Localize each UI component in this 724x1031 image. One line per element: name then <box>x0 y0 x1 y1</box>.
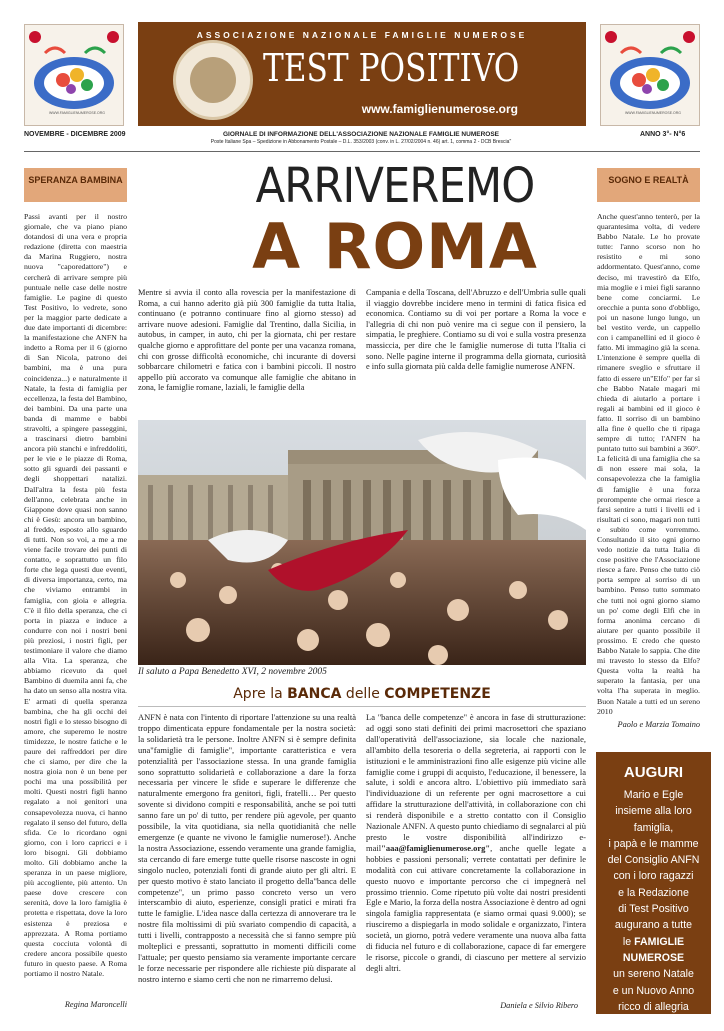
association-name: ASSOCIAZIONE NAZIONALE FAMIGLIE NUMEROSE <box>196 30 528 40</box>
family-logo-icon <box>25 25 123 125</box>
headline-a-roma: A ROMA <box>252 210 538 283</box>
crowd-photo-image <box>138 420 586 665</box>
banca-rule <box>138 706 586 707</box>
newspaper-subtitle: GIORNALE DI INFORMAZIONE DELL'ASSOCIAZIONE NAZIONALE FAMIGLIE NUMEROSE <box>223 131 499 138</box>
banca-email-link[interactable]: "aaa@famiglienumerose.org" <box>381 842 491 853</box>
banca-signature: Daniela e Silvio Ribero <box>500 1001 578 1010</box>
website-url[interactable]: www.famiglienumerose.org <box>361 102 518 116</box>
masthead-banner <box>138 22 586 126</box>
issue-date: NOVEMBRE - DICEMBRE 2009 <box>24 131 126 138</box>
auguri-box <box>596 752 711 1030</box>
logo-left <box>24 24 124 126</box>
logo-caption: WWW.FAMIGLIENUMEROSE.ORG <box>625 111 682 115</box>
left-column-heading: SPERANZA BAMBINA <box>24 168 127 202</box>
banca-headline: Apre la BANCA delle COMPETENZE <box>233 686 491 702</box>
right-column-signature: Paolo e Marzia Tomaino <box>617 720 700 729</box>
header-rule <box>24 151 700 152</box>
right-column-heading: SOGNO E REALTÀ <box>597 168 700 202</box>
right-column-text: Anche quest'anno tenterò, per la quarantesima volta, di vedere Babbo Natale. Le ho provate tutte: l'anno scorso non ho resistito e mi sono addormentato. Quest'anno, come deciso, mi travestirò da Elfo, mia moglie e i miei figli saranno bene come conciarmi. Le orecchie a punta sono d'obbligo, poi un nasone lungo lungo, un bel vestito verde, un cappello con i campanellini ed il gioco è fatto. Mi immagino già la scena. L'intenzione è sempre quella di rimanere sveglio e sfruttare il fatto di essere un"Elfo" per far sì che Babbo Natale magari mi chieda di aiutarlo a portare i regali ai bambini ed il gioco è fatto. Il sorriso di un bambino alla fine è quello che ti ripaga sempre di tutto; l'ANFN ha puntato tutto sui bambini a 360°. La felicità di una famiglia che sa di non essere mai sola, la consapevolezza che la famiglia di famiglie è una forza prorompente che ormai riesce a farsi sentire a tutti i livelli ed i risultati ci sono, magari non tutti e subito come vorremmo. Consultando il sito ogni giorno vedo notizie da tutta Italia di cose positive che l'Associazione riesce a fare. Penso che tutto ciò porta sempre al sorriso di un bambino. Penso tutto sommato che tutti noi ogni giorno siamo un po' come degli Elfi che in forma anonima cercano di aiutare per quanto possibile il prossimo. E credo che questo Babbo Natale lo sappia. Che dite mi travesto lo stesso da Elfo? Questa volta la realtà ha superato la fantasia, per una volta l'ha superata in meglio. Buon Natale a tutti ed un sereno 2010 <box>597 212 700 716</box>
auguri-message: Mario e Egle insieme alla loro famiglia, i papà e le mamme del Consiglio ANFN con i loro ragazzi e la Redazione di Test Positivo augurano a tutte le FAMIGLIE NUMEROSE un sereno Natale e un Nuovo Anno ricco di allegria e speranza <box>607 789 700 1030</box>
left-column-signature: Regina Maroncelli <box>64 1000 127 1009</box>
left-column-text: Passi avanti per il nostro giornale, che va piano piano dotandosi di una vera e propria redazione (diretta con maestria da Marina Ruggiero, nostra nuova "caporedattore") e cercherà di arrivare sempre più puntuale nelle case delle nostre famiglie. Le pagine di questo Test Positivo, lo vedrete, sono per la maggior parte dedicate a due date importanti di dicembre: la manifestazione che ANFN ha indetto a Roma per il 6 (giorno di San Nicola, patrono dei bambini, ma è una pura coincidenza...) e naturalmente il Natale, la festa di famiglia per eccellenza, la festa del Bambino, dei bambini. Da una parte una banda di mamme e babbi stravolti, a spingere passeggini, a trascinarsi dietro bambini ancora più stanchi e infreddoliti, per le vie e le piazze di Roma, sotto gli sguardi dei passanti e degli shoppettari natalizi. Dall'altra la festa più festa dell'anno, celebrata anche in Giappone dove quasi non sanno chi è Gesù: ancora un bambino, al freddo, esposto allo sguardo di tutti. Non so voi, a me a me viene facile trovare dei punti di contatto, e soprattutto un filo forte che lega questi due eventi, di diversa importanza, certo, ma che viviamo entrambi in famiglia, con gioia e allegria. C'è il filo della speranza, che ci porta in piazza e induce a condurre con noi i nostri beni più preziosi, i nostri figli, per testimoniare il valore che diamo alla Vita. La speranza, che abbiamo ricevuto da quel Bambino di duemila anni fa, che ha dato un senso alla nostra vita. E' armati di quella speranza bambina, che ha gli occhi dei nostri figli e lo stesso bisogno di amore, che superemo le nostre timidezze, le nostre fatiche e le paure dei raffreddori per dire che ci siamo, per dire che la nostra gioia non è un bene per pochi ma una possibilità per molti. Questi nostri figli hanno regalato a noi genitori una consapevolezza nuova, ci hanno regalato il senso del futuro, della sfida. Ce lo ricordano ogni giorno, con i loro capricci e i loro bisogni. Gli dobbiamo molto. Gli dobbiamo anche la speranza in un paese migliore, più accogliente, più attento. Un paese dove crescere con serenità, dove la loro famiglia è protetta e rispettata, dove la loro esistenza è preziosa e apprezzata. A Roma portiamo questa cocciuta volontà di credere ancora possibile questo futuro in questo paese. A Roma portiamo il nostro Natale. <box>24 212 127 979</box>
main-article-col2: Campania e della Toscana, dell'Abruzzo e dell'Umbria sulle quali il viaggio dovrebbe incidere meno in termini di fatica fisica ed economica. Contiamo su di voi per portare a Roma la voce e l'allegria di chi non può venire ma ci segue con il pensiero, la simpatia, le preghiere. Contiamo su di voi e sulla vostra presenza massiccia, per dire che le famiglie numerose di tutta l'Italia ci sono. Nelle pagine interne il programma della giornata, curiosità e info sulla giornata più calda delle famiglie numerose ANFN. <box>366 288 586 372</box>
postal-info: Poste Italiane Spa – Spedizione in Abbonamento Postale – D.L. 353/2003 (conv. in L. 27/02/2004 n. 46) art. 1, comma 2 - DCB Brescia" <box>210 139 512 145</box>
right-column-article <box>597 212 700 716</box>
st-peters-square-photo <box>138 420 586 665</box>
headline-arriveremo: ARRIVEREMO <box>255 158 535 214</box>
logo-caption: WWW.FAMIGLIENUMEROSE.ORG <box>49 111 106 115</box>
banca-col2: La "banca delle competenze" è ancora in fase di strutturazione: ad oggi sono stati definiti dei primi macrosettori che spaziano dall'operatività dell'associazione, sia locale che nazionale, all'ambito della tesoreria o della segreteria, ai rapporti con le istituzioni e le amministrazioni fino alle esigenze più vicine alle famiglie come i gruppi di acquisto, l'educazione, il benessere, la salute, i soldi e ancora altro. L'obiettivo più immediato sarà l'individuazione di un referente per ogni macrosettore a cui affidare la strutturazione dell'attività, in collaborazione con chi si renderà disponibile e a stretto contatto con il Consiglio Nazionale ANFN. A questo punto chiediamo di segnalarci al più presto le vostre disponibilità all'indirizzo e-mail"aaa@famiglienumerose.org", anche quelle legate a hobbies e passioni personali; verrete contattati per definire le modalità con cui attivare concretamente la collaborazione in questo nuovo e importante percorso che ci impegnerà nel prossimo triennio. Come ripetuto più volte dai nostri presidenti Egle e Mario, la forza della nostra Associazione è dentro ad ogni singola famiglia rappresentata (e siamo ormai quasi 9.000); se riusciremo a dispiegarla in modo solidale e organizzato, l'intera società, un giorno, potrà vedere veramente una nuova alba fatta di fiducia nel futuro e di collaborazione, capace di far emergere le risorse, piccole o grandi, di ciascuno per mettere al servizio degli altri. <box>366 712 586 973</box>
banca-col1: ANFN è nata con l'intento di riportare l'attenzione su una realtà troppo dimenticata eppure fondamentale per la nostra società: la solidarietà tra le persone. Inoltre ANFN si è sempre definita una"famiglie di famiglie", importante caratteristica e vera potenzialità per l'associazione stessa. In una grande famiglia sono soprattutto solidarietà e collaborazione a dare la forza necessaria per vincere le sfide e superare le differenze che naturalmente emergono fra genitori, figli, fratelli… Per questo sovente si dividono compiti e responsabilità, anche se poi tutti sanno fare un po' di tutto, per rendere più agevole, per quanto possibile, la vita quotidiana, sia nella quotidianità che nelle emergenze (e quante ne vivono le famiglie numerose!). Anche la nostra Associazione, essendo veramente una grande famiglia, sta cercando di fare emerge tutte quelle risorse nascoste in ogni singolo nucleo, potenziali fonti di grande aiuto per gli altri. E per questo motivo è stato lanciato il progetto della"banca delle competenze", un primo passo concreto verso un vero interscambio di aiuto, esperienze, consigli pratici e mirati fra tutte le famiglie. L'idea nasce dalla certezza di annoverare tra le nostre fila moltissimi di più svariato compendio di capacità, a tutti i livelli, contrapposto a necessità che si fanno sempre più molteplici e pressanti, soprattutto in momenti difficili come l'attuale; per questo pensiamo sia veramente importante cercare le forze necessarie per rispondere alle richieste più disparate al nostro interno e siamo certi che non ne rimarremo delusi. <box>138 712 356 984</box>
left-column-article <box>24 212 127 992</box>
auguri-title: AUGURI <box>623 764 684 781</box>
family-logo-icon <box>601 25 699 125</box>
issue-number: ANNO 3°- N°6 <box>640 131 686 138</box>
logo-right <box>600 24 700 126</box>
newspaper-title: TEST POSITIVO <box>263 46 520 90</box>
main-article-col1: Mentre si avvia il conto alla rovescia per la manifestazione di Roma, a cui hanno aderito già più 300 famiglie da tutta Italia, continuano (e potranno continuare fino al giorno stesso) ad arrivare nuove adesioni. Famiglie dal Trentino, dalla Sicilia, in autobus, in camper, in auto, chi per la giornata, chi per restare qualche giorno e approfittare del ponte per una vacanza romana, chi con grosse difficoltà economiche, chi incurante di doversi sobbarcare chilometri e fatica con i bambini piccoli. Il nostro appello più accorato va comunque alle famiglie che abitano in zona, le famiglie romane, laziali, le famiglie della <box>138 288 356 393</box>
photo-caption: Il saluto a Papa Benedetto XVI, 2 novembre 2005 <box>138 667 327 677</box>
